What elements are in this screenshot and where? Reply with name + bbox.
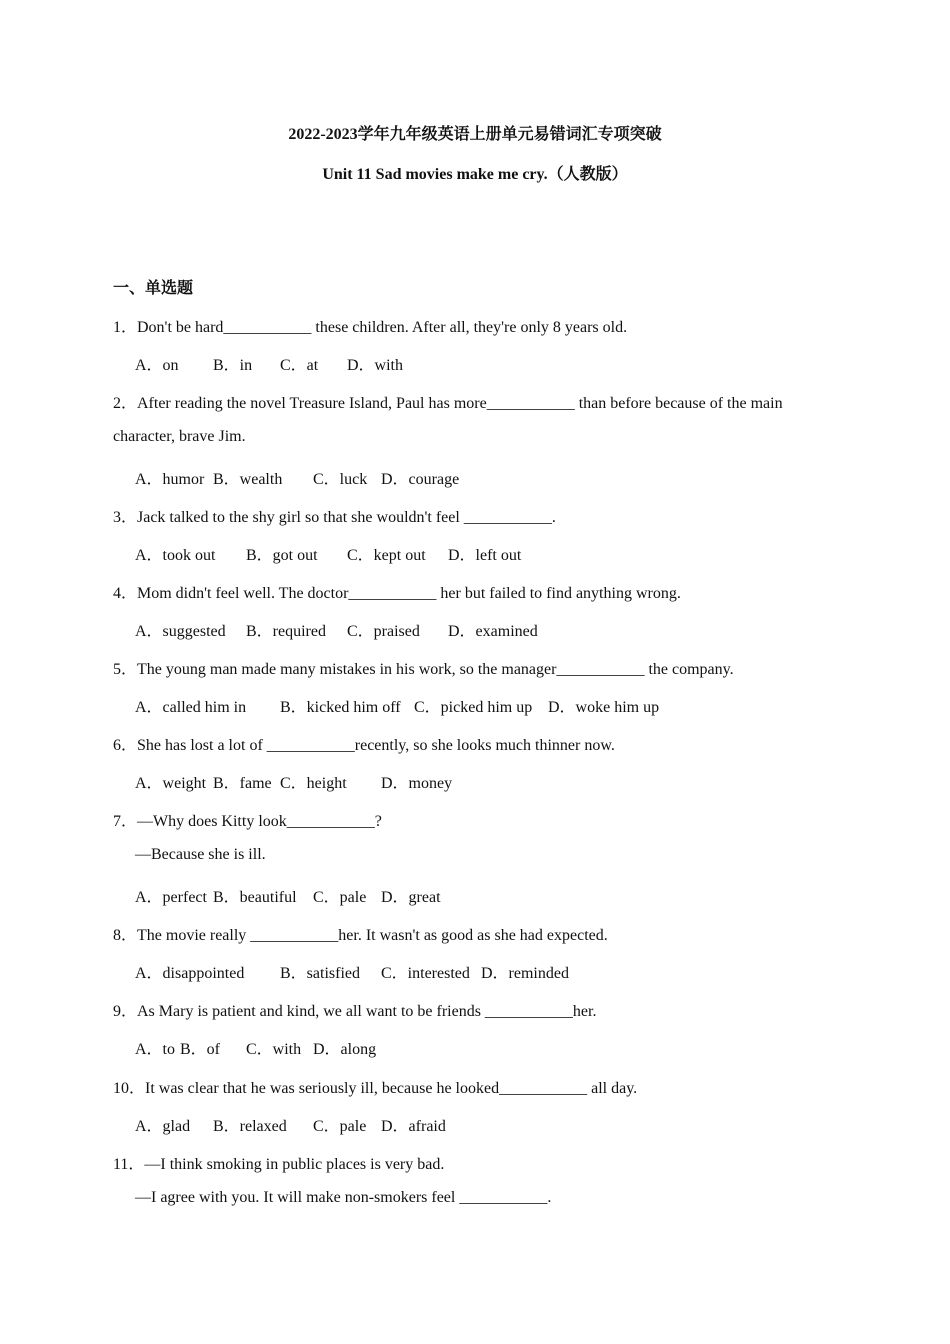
q8-option-d: D．reminded xyxy=(481,965,569,982)
q5-option-b: B．kicked him off xyxy=(280,699,401,716)
q9-option-c: C．with xyxy=(246,1041,302,1058)
q9-option-b: B．of xyxy=(180,1041,221,1058)
question-5-text: 5．The young man made many mistakes in his work, so the manager___________ the company. xyxy=(113,661,734,678)
page-subtitle: Unit 11 Sad movies make me cry.（人教版） xyxy=(322,166,628,183)
question-9-text: 9．As Mary is patient and kind, we all want to be friends ___________her. xyxy=(113,1003,597,1020)
q3-option-a: A．took out xyxy=(135,547,216,564)
q9-option-a: A．to xyxy=(135,1041,176,1058)
q7-option-c: C．pale xyxy=(313,889,367,906)
question-7-response: —Because she is ill. xyxy=(135,846,266,863)
section-heading: 一、单选题 xyxy=(113,280,194,297)
question-7-text: 7．—Why does Kitty look___________? xyxy=(113,813,382,830)
q6-option-d: D．money xyxy=(381,775,453,792)
q4-option-b: B．required xyxy=(246,623,326,640)
q8-option-a: A．disappointed xyxy=(135,965,245,982)
q5-option-d: D．woke him up xyxy=(548,699,660,716)
q1-option-c: C．at xyxy=(280,357,319,374)
q10-option-a: A．glad xyxy=(135,1118,191,1135)
q6-option-c: C．height xyxy=(280,775,347,792)
q5-option-c: C．picked him up xyxy=(414,699,533,716)
q3-option-b: B．got out xyxy=(246,547,318,564)
q3-option-d: D．left out xyxy=(448,547,522,564)
q1-option-a: A．on xyxy=(135,357,179,374)
q7-option-d: D．great xyxy=(381,889,441,906)
q7-option-b: B．beautiful xyxy=(213,889,297,906)
q4-option-a: A．suggested xyxy=(135,623,226,640)
q5-option-a: A．called him in xyxy=(135,699,247,716)
question-3-text: 3．Jack talked to the shy girl so that she wouldn't feel ___________. xyxy=(113,509,556,526)
q6-option-a: A．weight xyxy=(135,775,207,792)
q4-option-c: C．praised xyxy=(347,623,420,640)
question-1-text: 1．Don't be hard___________ these children. After all, they're only 8 years old. xyxy=(113,319,628,336)
q1-option-b: B．in xyxy=(213,357,253,374)
q8-option-b: B．satisfied xyxy=(280,965,360,982)
question-2-text-cont: character, brave Jim. xyxy=(113,428,246,445)
q2-option-a: A．humor xyxy=(135,471,205,488)
q6-option-b: B．fame xyxy=(213,775,272,792)
question-11-response: —I agree with you. It will make non-smokers feel ___________. xyxy=(135,1189,552,1206)
q9-option-d: D．along xyxy=(313,1041,377,1058)
q10-option-c: C．pale xyxy=(313,1118,367,1135)
q1-option-d: D．with xyxy=(347,357,404,374)
q8-option-c: C．interested xyxy=(381,965,470,982)
q2-option-b: B．wealth xyxy=(213,471,283,488)
question-8-text: 8．The movie really ___________her. It wasn't as good as she had expected. xyxy=(113,927,608,944)
q4-option-d: D．examined xyxy=(448,623,538,640)
q3-option-c: C．kept out xyxy=(347,547,426,564)
q10-option-b: B．relaxed xyxy=(213,1118,287,1135)
q10-option-d: D．afraid xyxy=(381,1118,446,1135)
question-4-text: 4．Mom didn't feel well. The doctor___________ her but failed to find anything wrong. xyxy=(113,585,681,602)
question-6-text: 6．She has lost a lot of ___________recently, so she looks much thinner now. xyxy=(113,737,615,754)
q7-option-a: A．perfect xyxy=(135,889,207,906)
q2-option-c: C．luck xyxy=(313,471,368,488)
question-2-text: 2．After reading the novel Treasure Island, Paul has more___________ than before because of the main xyxy=(113,395,783,412)
page-title: 2022-2023学年九年级英语上册单元易错词汇专项突破 xyxy=(288,126,662,143)
question-11-text: 11．—I think smoking in public places is very bad. xyxy=(113,1156,445,1173)
question-10-text: 10．It was clear that he was seriously ill, because he looked___________ all day. xyxy=(113,1080,638,1097)
q2-option-d: D．courage xyxy=(381,471,460,488)
